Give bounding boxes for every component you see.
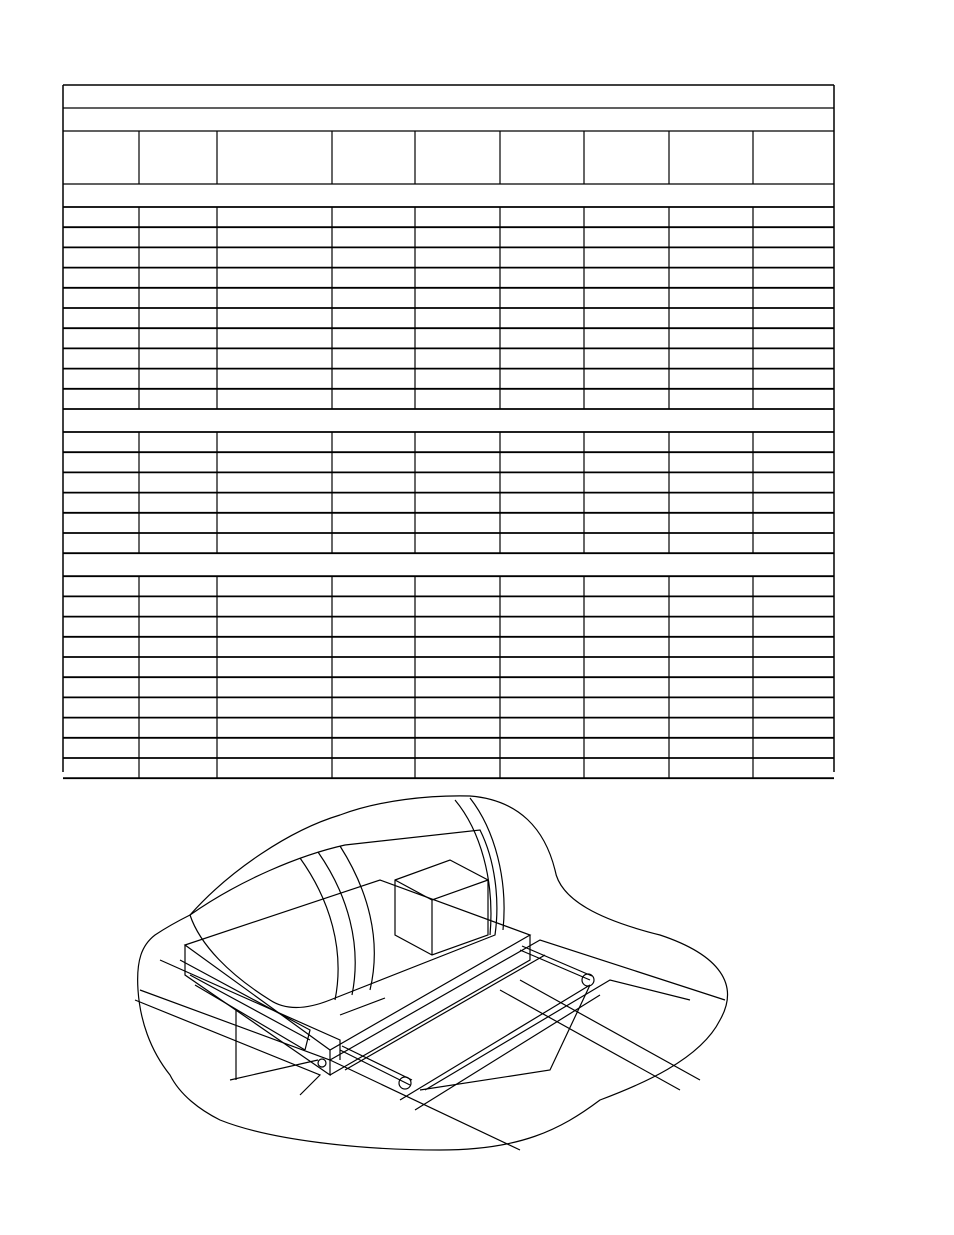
illustration-outline: [138, 796, 728, 1150]
adjustment-nut-rear: [582, 974, 594, 986]
frame-rail-right: [330, 940, 725, 1060]
threaded-rod-rear: [520, 950, 590, 980]
leader-line-left: [230, 1060, 318, 1080]
motor-box: [395, 860, 488, 955]
mounting-base: [185, 880, 530, 1050]
